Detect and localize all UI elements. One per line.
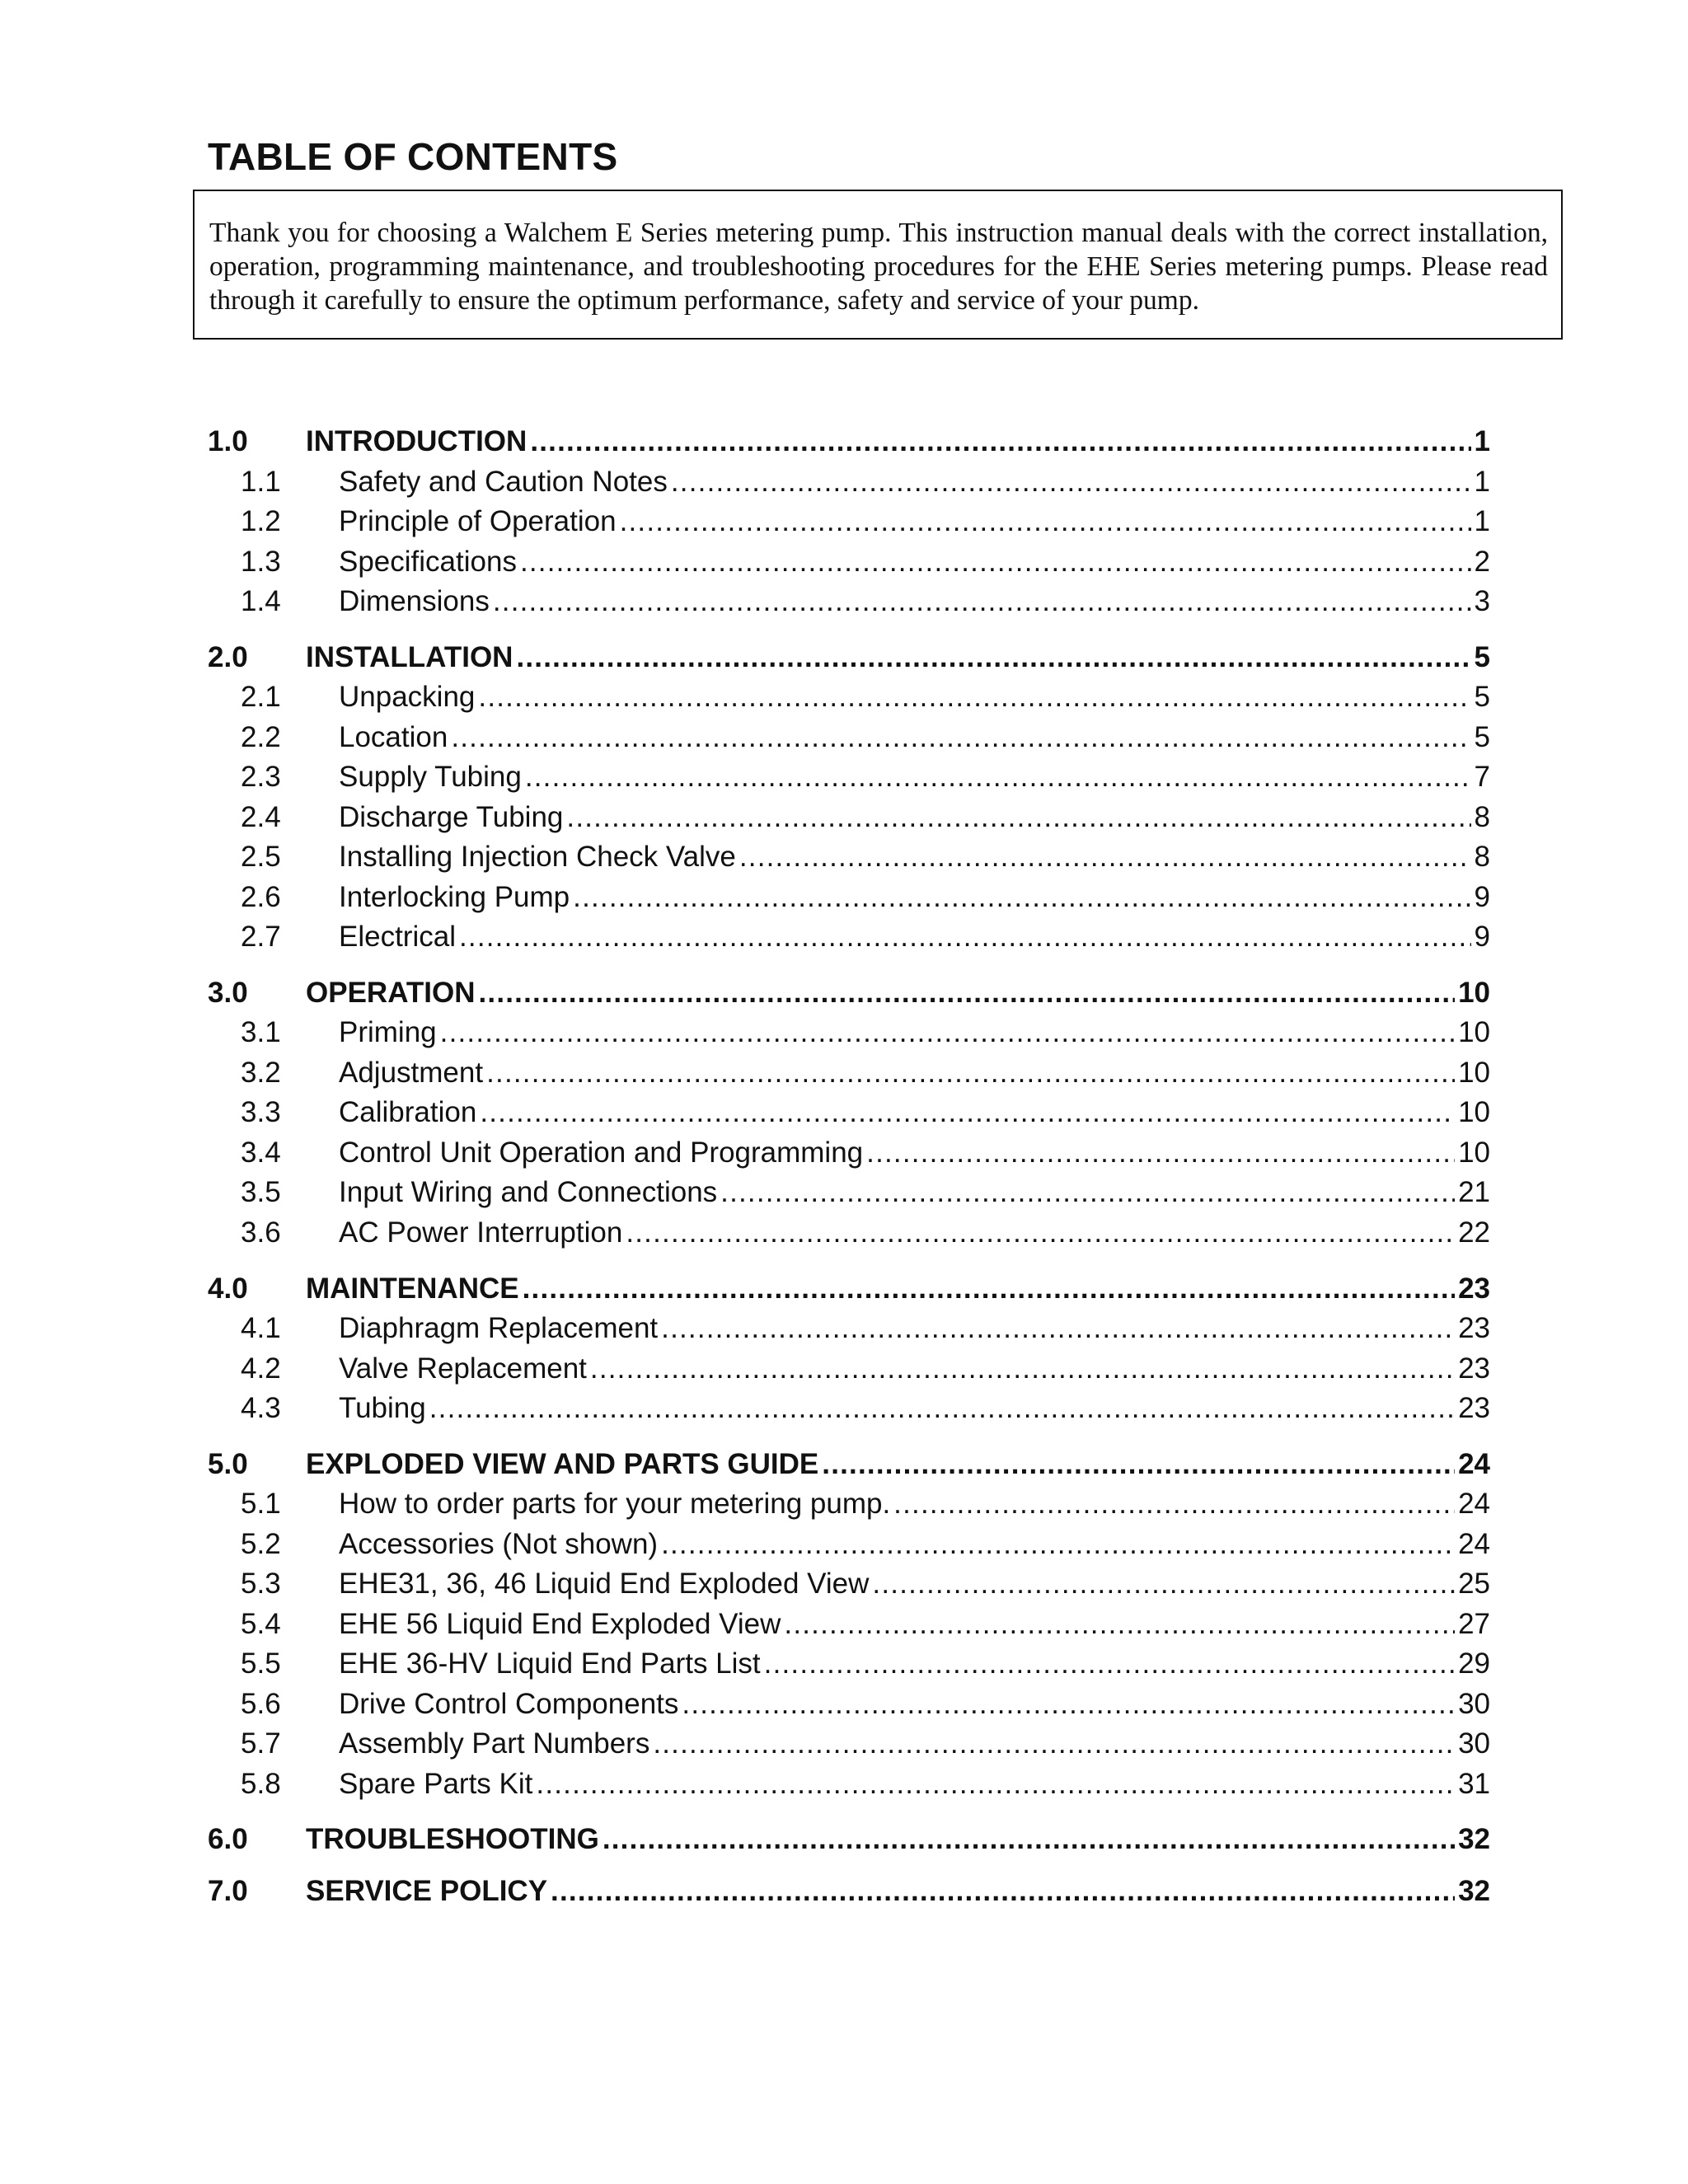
toc-dot-leader — [620, 502, 1471, 541]
toc-title: Tubing — [339, 1392, 426, 1424]
toc-page-number: 3 — [1474, 585, 1490, 617]
toc-dot-leader — [520, 542, 1471, 582]
toc-number: 1.3 — [241, 546, 281, 578]
toc-title: Location — [339, 721, 448, 753]
toc-page-number: 10 — [1458, 1096, 1490, 1128]
toc-dot-leader — [764, 1644, 1455, 1684]
toc-number: 5.2 — [241, 1528, 281, 1560]
toc-page-number: 23 — [1458, 1392, 1490, 1424]
toc-subsection-row[interactable] — [208, 1564, 1490, 1604]
toc-dot-leader — [866, 1133, 1455, 1173]
toc-title: Unpacking — [339, 681, 476, 713]
toc-subsection-row[interactable] — [208, 1053, 1490, 1093]
toc-subsection-row[interactable] — [208, 462, 1490, 502]
toc-page-number: 24 — [1458, 1488, 1490, 1520]
toc-number: 2.7 — [241, 921, 281, 953]
toc-number: 1.4 — [241, 585, 281, 617]
toc-title: How to order parts for your metering pump. — [339, 1488, 891, 1520]
toc-subsection-row[interactable] — [208, 582, 1490, 621]
toc-title: Accessories (Not shown) — [339, 1528, 659, 1560]
toc-title: Assembly Part Numbers — [339, 1727, 650, 1760]
toc-title: OPERATION — [306, 977, 476, 1009]
page-title: TABLE OF CONTENTS — [208, 135, 618, 178]
toc-subsection-row[interactable] — [208, 1093, 1490, 1132]
toc-dot-leader — [872, 1564, 1455, 1604]
toc-number: 2.4 — [241, 801, 281, 833]
toc-page-number: 23 — [1458, 1312, 1490, 1344]
toc-number: 4.1 — [241, 1312, 281, 1344]
toc-title: EHE 36-HV Liquid End Parts List — [339, 1647, 761, 1680]
toc-subsection-row[interactable] — [208, 798, 1490, 837]
toc-subsection-row[interactable] — [208, 1644, 1490, 1684]
toc-dot-leader — [551, 1872, 1455, 1911]
toc-page-number: 22 — [1458, 1216, 1490, 1249]
toc-title: EHE31, 36, 46 Liquid End Exploded View — [339, 1568, 870, 1600]
toc-page-number: 23 — [1458, 1352, 1490, 1385]
toc-section-row[interactable] — [208, 973, 1490, 1013]
toc-number: 1.1 — [241, 466, 281, 498]
toc-subsection-row[interactable] — [208, 1484, 1490, 1524]
toc-title: TROUBLESHOOTING — [306, 1823, 599, 1855]
toc-number: 3.2 — [241, 1057, 281, 1089]
toc-title: Principle of Operation — [339, 505, 617, 537]
toc-subsection-row[interactable] — [208, 718, 1490, 757]
toc-number: 5.3 — [241, 1568, 281, 1600]
toc-dot-leader — [682, 1685, 1455, 1724]
toc-subsection-row[interactable] — [208, 757, 1490, 797]
toc-dot-leader — [486, 1053, 1455, 1093]
toc-title: Supply Tubing — [339, 761, 522, 793]
toc-title: INSTALLATION — [306, 641, 513, 673]
toc-page-number: 8 — [1474, 801, 1490, 833]
toc-dot-leader — [478, 973, 1455, 1013]
toc-title: EHE 56 Liquid End Exploded View — [339, 1608, 781, 1640]
toc-title: Drive Control Components — [339, 1688, 679, 1720]
toc-title: Input Wiring and Connections — [339, 1176, 718, 1208]
toc-subsection-row[interactable] — [208, 1173, 1490, 1212]
toc-subsection-row[interactable] — [208, 1349, 1490, 1389]
toc-title: Safety and Caution Notes — [339, 466, 668, 498]
toc-dot-leader — [516, 638, 1470, 677]
toc-dot-leader — [603, 1820, 1455, 1859]
toc-number: 4.3 — [241, 1392, 281, 1424]
toc-page-number: 32 — [1458, 1875, 1490, 1907]
toc-dot-leader — [573, 878, 1470, 917]
toc-number: 3.1 — [241, 1016, 281, 1048]
toc-page-number: 32 — [1458, 1823, 1490, 1855]
toc-dot-leader — [893, 1484, 1455, 1524]
toc-number: 2.3 — [241, 761, 281, 793]
toc-number: 3.5 — [241, 1176, 281, 1208]
toc-section-row[interactable] — [208, 1820, 1490, 1859]
toc-title: AC Power Interruption — [339, 1216, 623, 1249]
toc-dot-leader — [661, 1309, 1455, 1348]
toc-page-number: 10 — [1458, 1016, 1490, 1048]
toc-dot-leader — [523, 1269, 1455, 1309]
toc-number: 5.6 — [241, 1688, 281, 1720]
toc-subsection-row[interactable] — [208, 1605, 1490, 1644]
toc-section-row[interactable] — [208, 1872, 1490, 1911]
toc-dot-leader — [566, 798, 1470, 837]
toc-title: Valve Replacement — [339, 1352, 587, 1385]
toc-dot-leader — [590, 1349, 1455, 1389]
toc-number: 1.2 — [241, 505, 281, 537]
toc-subsection-row[interactable] — [208, 1525, 1490, 1564]
toc-number: 2.0 — [208, 641, 248, 673]
toc-title: Adjustment — [339, 1057, 484, 1089]
toc-page-number: 25 — [1458, 1568, 1490, 1600]
toc-subsection-row[interactable] — [208, 1213, 1490, 1253]
toc-number: 5.4 — [241, 1608, 281, 1640]
toc-page-number: 23 — [1458, 1272, 1490, 1305]
toc-subsection-row[interactable] — [208, 1685, 1490, 1724]
toc-number: 6.0 — [208, 1823, 248, 1855]
toc-page-number: 1 — [1474, 425, 1490, 457]
toc-subsection-row[interactable] — [208, 837, 1490, 877]
toc-page-number: 5 — [1474, 681, 1490, 713]
toc-section-row[interactable] — [208, 1445, 1490, 1484]
toc-number: 5.8 — [241, 1768, 281, 1800]
toc-section-row[interactable] — [208, 1269, 1490, 1309]
toc-page-number: 2 — [1474, 546, 1490, 578]
toc-dot-leader — [626, 1213, 1455, 1253]
toc-title: Interlocking Pump — [339, 881, 570, 913]
toc-dot-leader — [536, 1765, 1455, 1804]
toc-dot-leader — [530, 422, 1470, 462]
toc-section-row[interactable] — [208, 422, 1490, 462]
toc-title: Dimensions — [339, 585, 490, 617]
toc-title: Installing Injection Check Valve — [339, 841, 736, 873]
toc-page-number: 9 — [1474, 881, 1490, 913]
toc-dot-leader — [493, 582, 1471, 621]
toc-dot-leader — [671, 462, 1471, 502]
toc-number: 3.3 — [241, 1096, 281, 1128]
toc-subsection-row[interactable] — [208, 1133, 1490, 1173]
toc-title: Control Unit Operation and Programming — [339, 1137, 864, 1169]
toc-subsection-row[interactable] — [208, 1765, 1490, 1804]
toc-page-number: 1 — [1474, 505, 1490, 537]
toc-number: 5.7 — [241, 1727, 281, 1760]
toc-number: 1.0 — [208, 425, 248, 457]
toc-dot-leader — [451, 718, 1470, 757]
toc-subsection-row[interactable] — [208, 917, 1490, 957]
toc-title: MAINTENANCE — [306, 1272, 519, 1305]
toc-page-number: 9 — [1474, 921, 1490, 953]
toc-title: SERVICE POLICY — [306, 1875, 548, 1907]
toc-subsection-row[interactable] — [208, 1013, 1490, 1052]
toc-page-number: 30 — [1458, 1688, 1490, 1720]
toc-dot-leader — [459, 917, 1471, 957]
toc-subsection-row[interactable] — [208, 878, 1490, 917]
toc-page-number: 5 — [1474, 721, 1490, 753]
toc-number: 3.4 — [241, 1137, 281, 1169]
toc-page-number: 5 — [1474, 641, 1490, 673]
toc-dot-leader — [525, 757, 1471, 797]
toc-dot-leader — [480, 1093, 1455, 1132]
toc-dot-leader — [440, 1013, 1455, 1052]
toc-dot-leader — [661, 1525, 1455, 1564]
toc-page-number: 10 — [1458, 1057, 1490, 1089]
toc-page-number: 7 — [1474, 761, 1490, 793]
toc-number: 5.5 — [241, 1647, 281, 1680]
toc-page-number: 24 — [1458, 1528, 1490, 1560]
toc-page-number: 8 — [1474, 841, 1490, 873]
table-of-contents — [208, 0, 1490, 2184]
toc-number: 5.0 — [208, 1448, 248, 1480]
toc-dot-leader — [739, 837, 1471, 877]
toc-number: 5.1 — [241, 1488, 281, 1520]
toc-title: Specifications — [339, 546, 517, 578]
toc-page-number: 24 — [1458, 1448, 1490, 1480]
toc-dot-leader — [784, 1605, 1455, 1644]
toc-dot-leader — [822, 1445, 1455, 1484]
toc-title: Spare Parts Kit — [339, 1768, 533, 1800]
toc-subsection-row[interactable] — [208, 1724, 1490, 1764]
toc-number: 3.6 — [241, 1216, 281, 1249]
toc-page-number: 27 — [1458, 1608, 1490, 1640]
toc-subsection-row[interactable] — [208, 1309, 1490, 1348]
intro-text: Thank you for choosing a Walchem E Series metering pump. This instruction manual deals with the correct installation, operation, programming maintenance, and troubleshooting procedures for the EHE Series metering pumps. Please read through it carefully to ensure the optimum performance, safety and service of your pump. — [209, 218, 1548, 316]
toc-section-row[interactable] — [208, 638, 1490, 677]
toc-title: Calibration — [339, 1096, 477, 1128]
toc-number: 2.1 — [241, 681, 281, 713]
toc-title: INTRODUCTION — [306, 425, 528, 457]
toc-title: Priming — [339, 1016, 437, 1048]
toc-page-number: 1 — [1474, 466, 1490, 498]
toc-title: Diaphragm Replacement — [339, 1312, 659, 1344]
toc-page-number: 29 — [1458, 1647, 1490, 1680]
toc-page-number: 10 — [1458, 977, 1490, 1009]
toc-subsection-row[interactable] — [208, 542, 1490, 582]
toc-page-number: 31 — [1458, 1768, 1490, 1800]
toc-number: 3.0 — [208, 977, 248, 1009]
toc-page-number: 30 — [1458, 1727, 1490, 1760]
toc-title: Electrical — [339, 921, 456, 953]
toc-title: EXPLODED VIEW AND PARTS GUIDE — [306, 1448, 819, 1480]
toc-dot-leader — [478, 677, 1470, 717]
toc-page-number: 21 — [1458, 1176, 1490, 1208]
toc-subsection-row[interactable] — [208, 1389, 1490, 1428]
toc-number: 7.0 — [208, 1875, 248, 1907]
toc-number: 2.5 — [241, 841, 281, 873]
toc-title: Discharge Tubing — [339, 801, 564, 833]
toc-dot-leader — [429, 1389, 1455, 1428]
toc-number: 2.6 — [241, 881, 281, 913]
toc-dot-leader — [653, 1724, 1455, 1764]
toc-subsection-row[interactable] — [208, 677, 1490, 717]
toc-number: 4.0 — [208, 1272, 248, 1305]
toc-number: 4.2 — [241, 1352, 281, 1385]
toc-number: 2.2 — [241, 721, 281, 753]
toc-page-number: 10 — [1458, 1137, 1490, 1169]
toc-dot-leader — [720, 1173, 1455, 1212]
toc-subsection-row[interactable] — [208, 502, 1490, 541]
